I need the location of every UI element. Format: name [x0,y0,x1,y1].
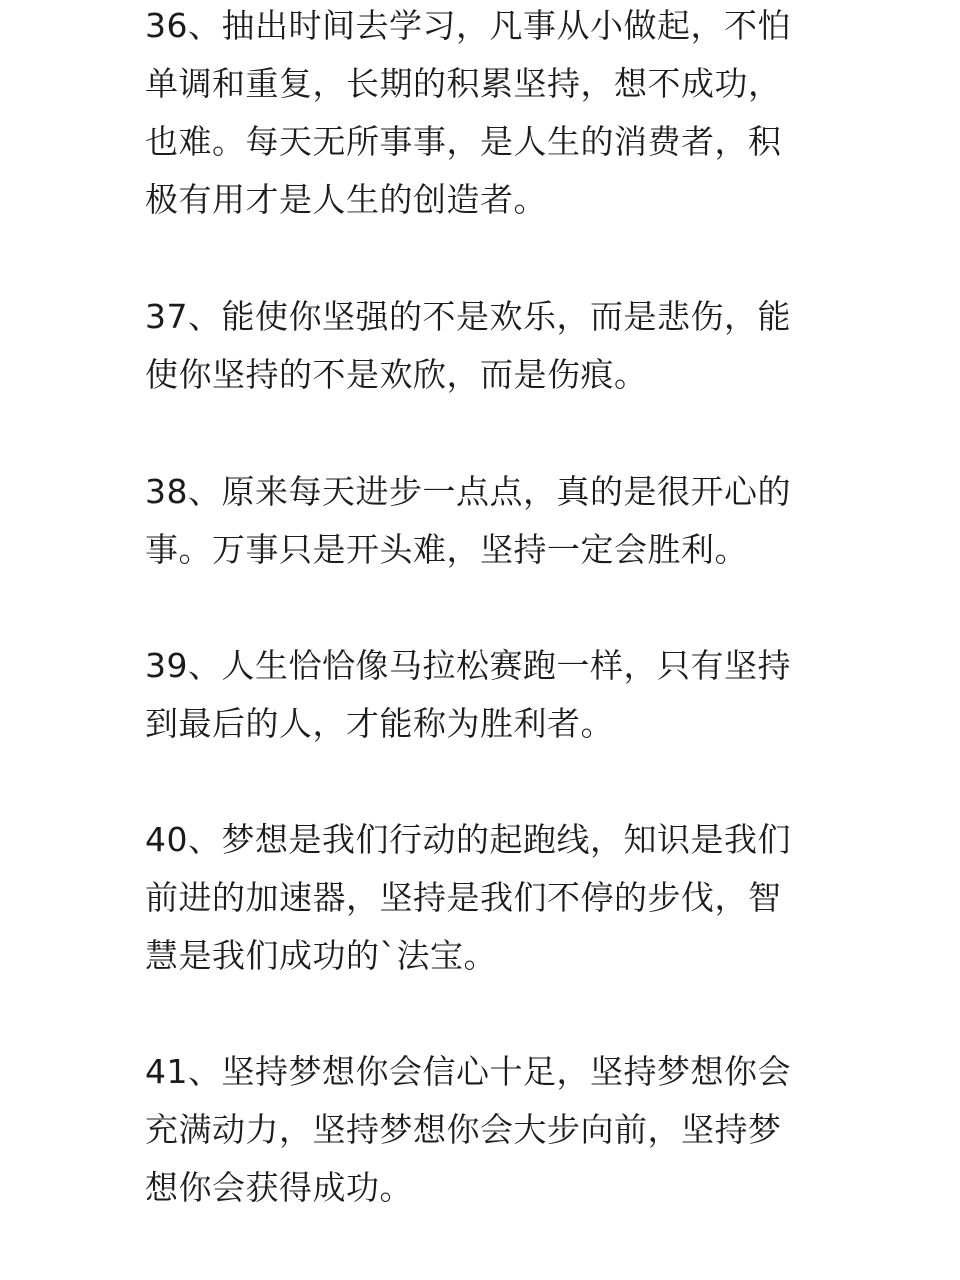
quote-line: 使你坚持的不是欢欣，而是伤痕。 [145,355,648,394]
quote-40 [145,811,815,985]
quote-line: 37、能使你坚强的不是欢乐，而是悲伤，能 [145,297,791,336]
quote-line: 事。万事只是开头难，坚持一定会胜利。 [145,530,748,569]
quote-36 [145,0,815,229]
quote-line: 41、坚持梦想你会信心十足，坚持梦想你会 [145,1052,791,1091]
quote-line: 想你会获得成功。 [145,1168,413,1207]
quote-line: 慧是我们成功的`法宝。 [145,936,497,975]
quote-line: 39、人生恰恰像马拉松赛跑一样，只有坚持 [145,646,791,685]
quote-line: 前进的加速器，坚持是我们不停的步伐，智 [145,878,782,917]
quote-41 [145,1043,815,1217]
quote-line: 40、梦想是我们行动的起跑线，知识是我们 [145,820,791,859]
quote-38 [145,463,815,579]
quote-line: 38、原来每天进步一点点，真的是很开心的 [145,472,791,511]
quote-37 [145,288,815,404]
quote-line: 充满动力，坚持梦想你会大步向前，坚持梦 [145,1110,782,1149]
quote-line: 极有用才是人生的创造者。 [145,180,547,219]
quote-line: 36、抽出时间去学习，凡事从小做起，不怕 [145,6,791,45]
quote-line: 单调和重复，长期的积累坚持，想不成功， [145,64,782,103]
quote-39 [145,637,815,753]
quote-line: 到最后的人，才能称为胜利者。 [145,704,614,743]
quote-line: 也难。每天无所事事，是人生的消费者，积 [145,122,782,161]
